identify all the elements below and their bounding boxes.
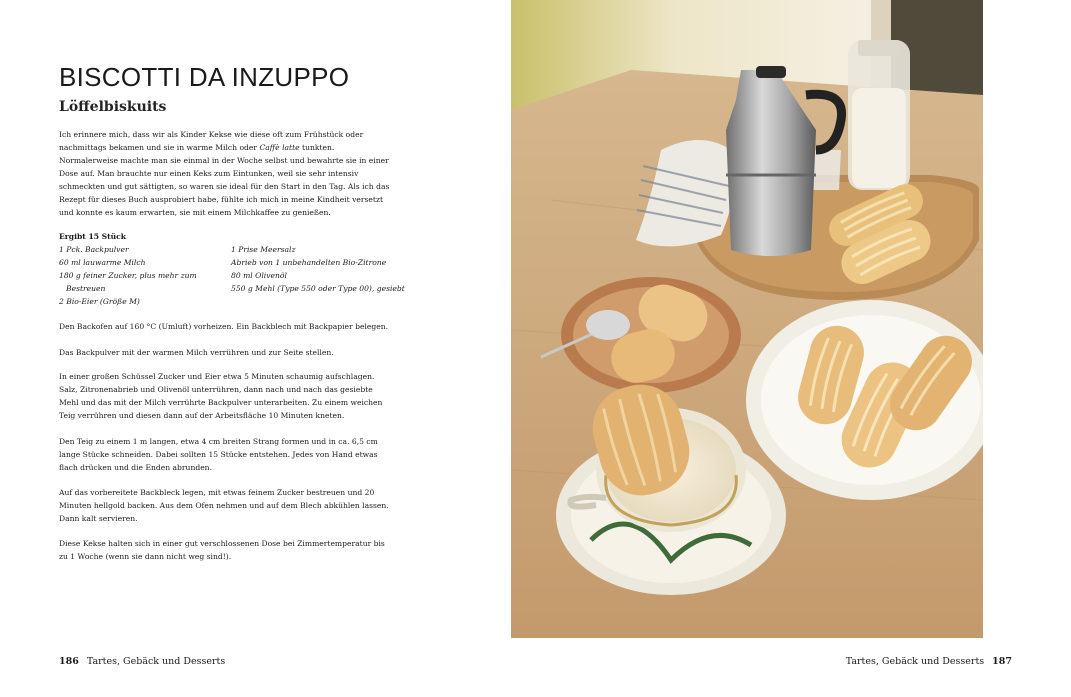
ingredient: 60 ml lauwarme Milch (59, 258, 146, 267)
ingredient: 1 Prise Meersalz (231, 245, 296, 254)
section-title-left: Tartes, Gebäck und Desserts (86, 656, 226, 667)
recipe-step: Den Backofen auf 160 °C (Umluft) vorheizen. Ein Backblech mit Backpapier belegen. (59, 322, 389, 331)
footer-left (59, 656, 225, 667)
page-number-right: 187 (992, 656, 1012, 667)
section-title-right: Tartes, Gebäck und Desserts (845, 656, 985, 667)
recipe-step: Diese Kekse halten sich in einer gut verschlossenen Dose bei Zimmertemperatur bis zu 1 Woche (wenn sie dann nicht weg sind!). (59, 539, 385, 561)
photo-illustration (511, 0, 983, 638)
recipe-title: BISCOTTI DA INZUPPO (59, 62, 350, 92)
recipe-intro (59, 128, 391, 219)
recipe-subtitle: Löffelbiskuits (59, 99, 167, 115)
recipe-step: Den Teig zu einem 1 m langen, etwa 4 cm breiten Strang formen und in ca. 6,5 cm lange Stücke schneiden. Dabei sollten 15 Stücke entstehen. Jedes von Hand etwas flach drücken und die Enden abrunden. (59, 437, 378, 472)
intro-text-2: tunkten. Normalerweise machte man sie einmal in der Woche selbst und bewahrte sie in einer Dose auf. Man brauchte nur einen Keks zum Eintunken, weil sie sehr intensiv schmeckten und gut sättigten, so waren sie ideal für den Start in den Tag. Als ich das Rezept für dieses Buch ausprobiert habe, fühlte ich mich in meine Kindheit versetzt und konnte es kaum erwarten, sie mit einem Milchkaffee zu genießen. (59, 143, 390, 217)
ingredient: 80 ml Olivenöl (231, 271, 287, 280)
ingredient: Bestreuen (66, 284, 106, 293)
recipe-step: Das Backpulver mit der warmen Milch verrühren und zur Seite stellen. (59, 348, 334, 357)
left-page (0, 0, 510, 697)
ingredient: 2 Bio-Eier (Größe M) (59, 297, 140, 306)
ingredients-left (59, 243, 229, 308)
ingredient: 180 g feiner Zucker, plus mehr zum (59, 271, 197, 280)
ingredients-right (231, 243, 405, 295)
ingredient: 550 g Mehl (Type 550 oder Type 00), gesiebt (231, 284, 405, 293)
ingredient: Abrieb von 1 unbehandelten Bio-Zitrone (231, 258, 387, 267)
footer-right (846, 656, 1012, 667)
page-number-left: 186 (59, 656, 79, 667)
recipe-yield: Ergibt 15 Stück (59, 232, 127, 241)
intro-italic: Caffè latte (259, 143, 300, 152)
intro-text-1: Ich erinnere mich, dass wir als Kinder Kekse wie diese oft zum Frühstück oder nachmittags bekamen und sie in warme Milch oder (59, 130, 364, 152)
recipe-step: Auf das vorbereitete Backbleck legen, mit etwas feinem Zucker bestreuen und 20 Minuten hellgold backen. Aus dem Ofen nehmen und auf dem Blech abkühlen lassen. Dann kalt servieren. (59, 488, 389, 523)
ingredient: 1 Pck. Backpulver (59, 245, 129, 254)
recipe-photo (511, 0, 983, 638)
recipe-step: In einer großen Schüssel Zucker und Eier etwa 5 Minuten schaumig aufschlagen. Salz, Zitronenabrieb und Olivenöl unterrühren, dann nach und nach das gesiebte Mehl und das mit der Milch verrührte Backpulver unterarbeiten. Zu einem weichen Teig verrühren und diesen dann auf der Arbeitsfläche 10 Minuten kneten. (59, 372, 383, 420)
